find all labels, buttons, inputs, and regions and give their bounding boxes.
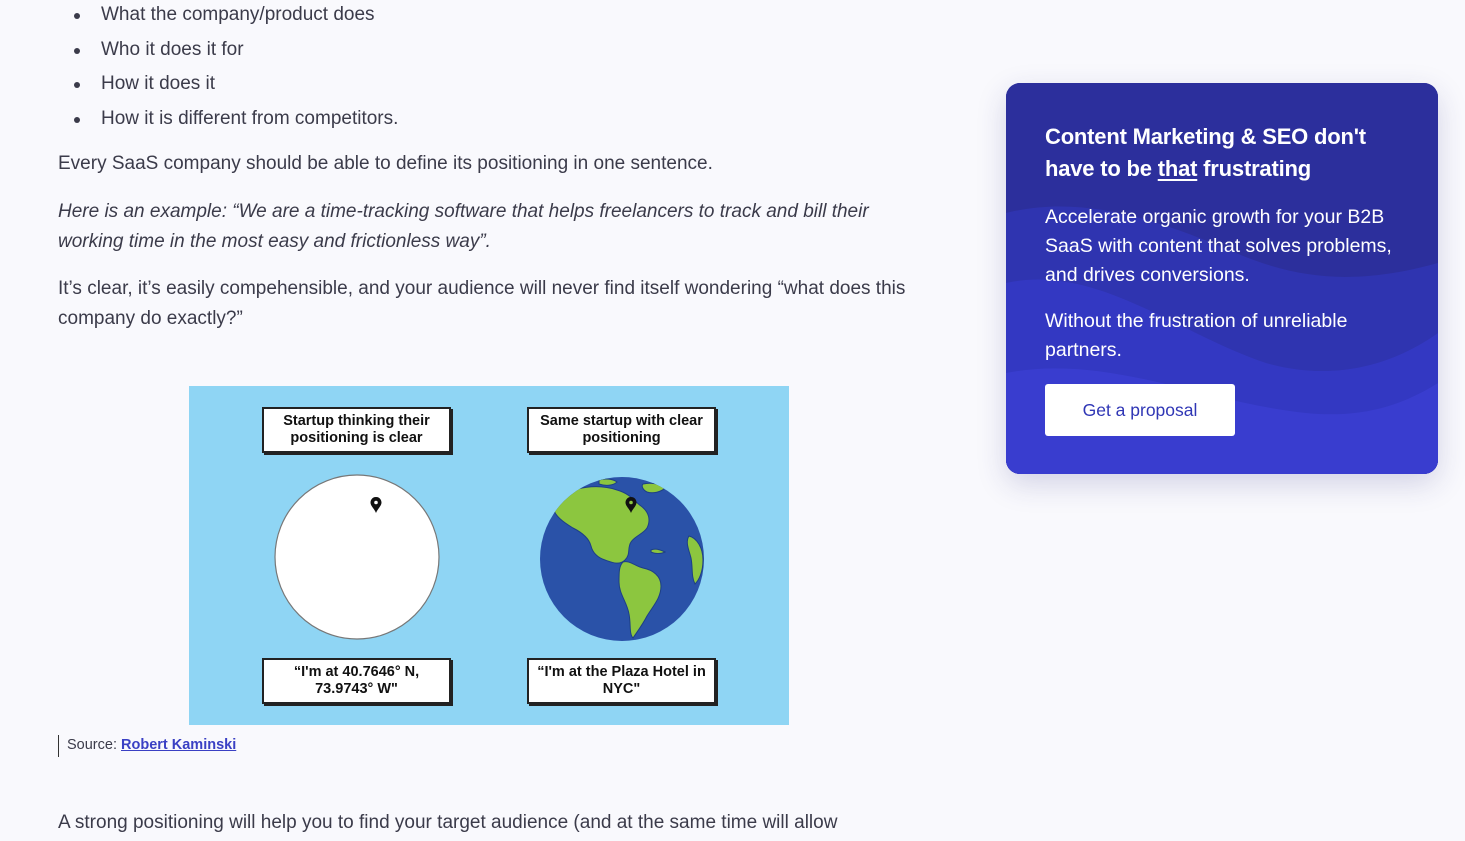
blank-circle-icon — [273, 473, 441, 641]
promo-subtext: Without the frustration of unreliable partners. — [1045, 310, 1348, 361]
promo-title-part: frustrating — [1197, 156, 1311, 181]
caption-prefix: Source: — [67, 737, 117, 753]
right-quote-box: “I'm at the Plaza Hotel in NYC" — [527, 658, 716, 704]
promo-content — [1045, 121, 1405, 420]
image-caption — [58, 735, 236, 757]
positioning-checklist — [74, 0, 398, 136]
paragraph: Every SaaS company should be able to define its positioning in one sentence. — [58, 153, 713, 174]
promo-title-emphasis: that — [1157, 156, 1198, 181]
promo-description: Accelerate organic growth for your B2B SaaS with content that solves problems, and drives conversions. — [1045, 206, 1392, 286]
globe-icon — [539, 476, 705, 642]
paragraph: A strong positioning will help you to find your target audience (and at the same time will allow — [58, 812, 838, 833]
promo-card — [1006, 83, 1438, 474]
example-paragraph: Here is an example: “We are a time-tracking software that helps freelancers to track and bill their working time in the most easy and frictionless way”. — [58, 201, 869, 252]
left-title-box: Startup thinking their positioning is clear — [262, 407, 451, 453]
list-item: How it does it — [74, 67, 398, 102]
source-link[interactable]: Robert Kaminski — [121, 737, 237, 753]
list-item: Who it does it for — [74, 33, 398, 68]
paragraph: It’s clear, it’s easily compehensible, and your audience will never find itself wondering “what does this company do exactly?” — [58, 278, 906, 329]
positioning-illustration — [189, 386, 789, 725]
list-item: What the company/product does — [74, 0, 398, 33]
left-quote-box: “I'm at 40.7646° N, 73.9743° W" — [262, 658, 451, 704]
right-title-box: Same startup with clear positioning — [527, 407, 716, 453]
promo-title-part: Content Marketing & SEO don't have to be — [1045, 124, 1366, 181]
list-item: How it is different from competitors. — [74, 102, 398, 137]
promo-title — [1045, 121, 1405, 185]
get-proposal-button[interactable]: Get a proposal — [1045, 384, 1235, 436]
